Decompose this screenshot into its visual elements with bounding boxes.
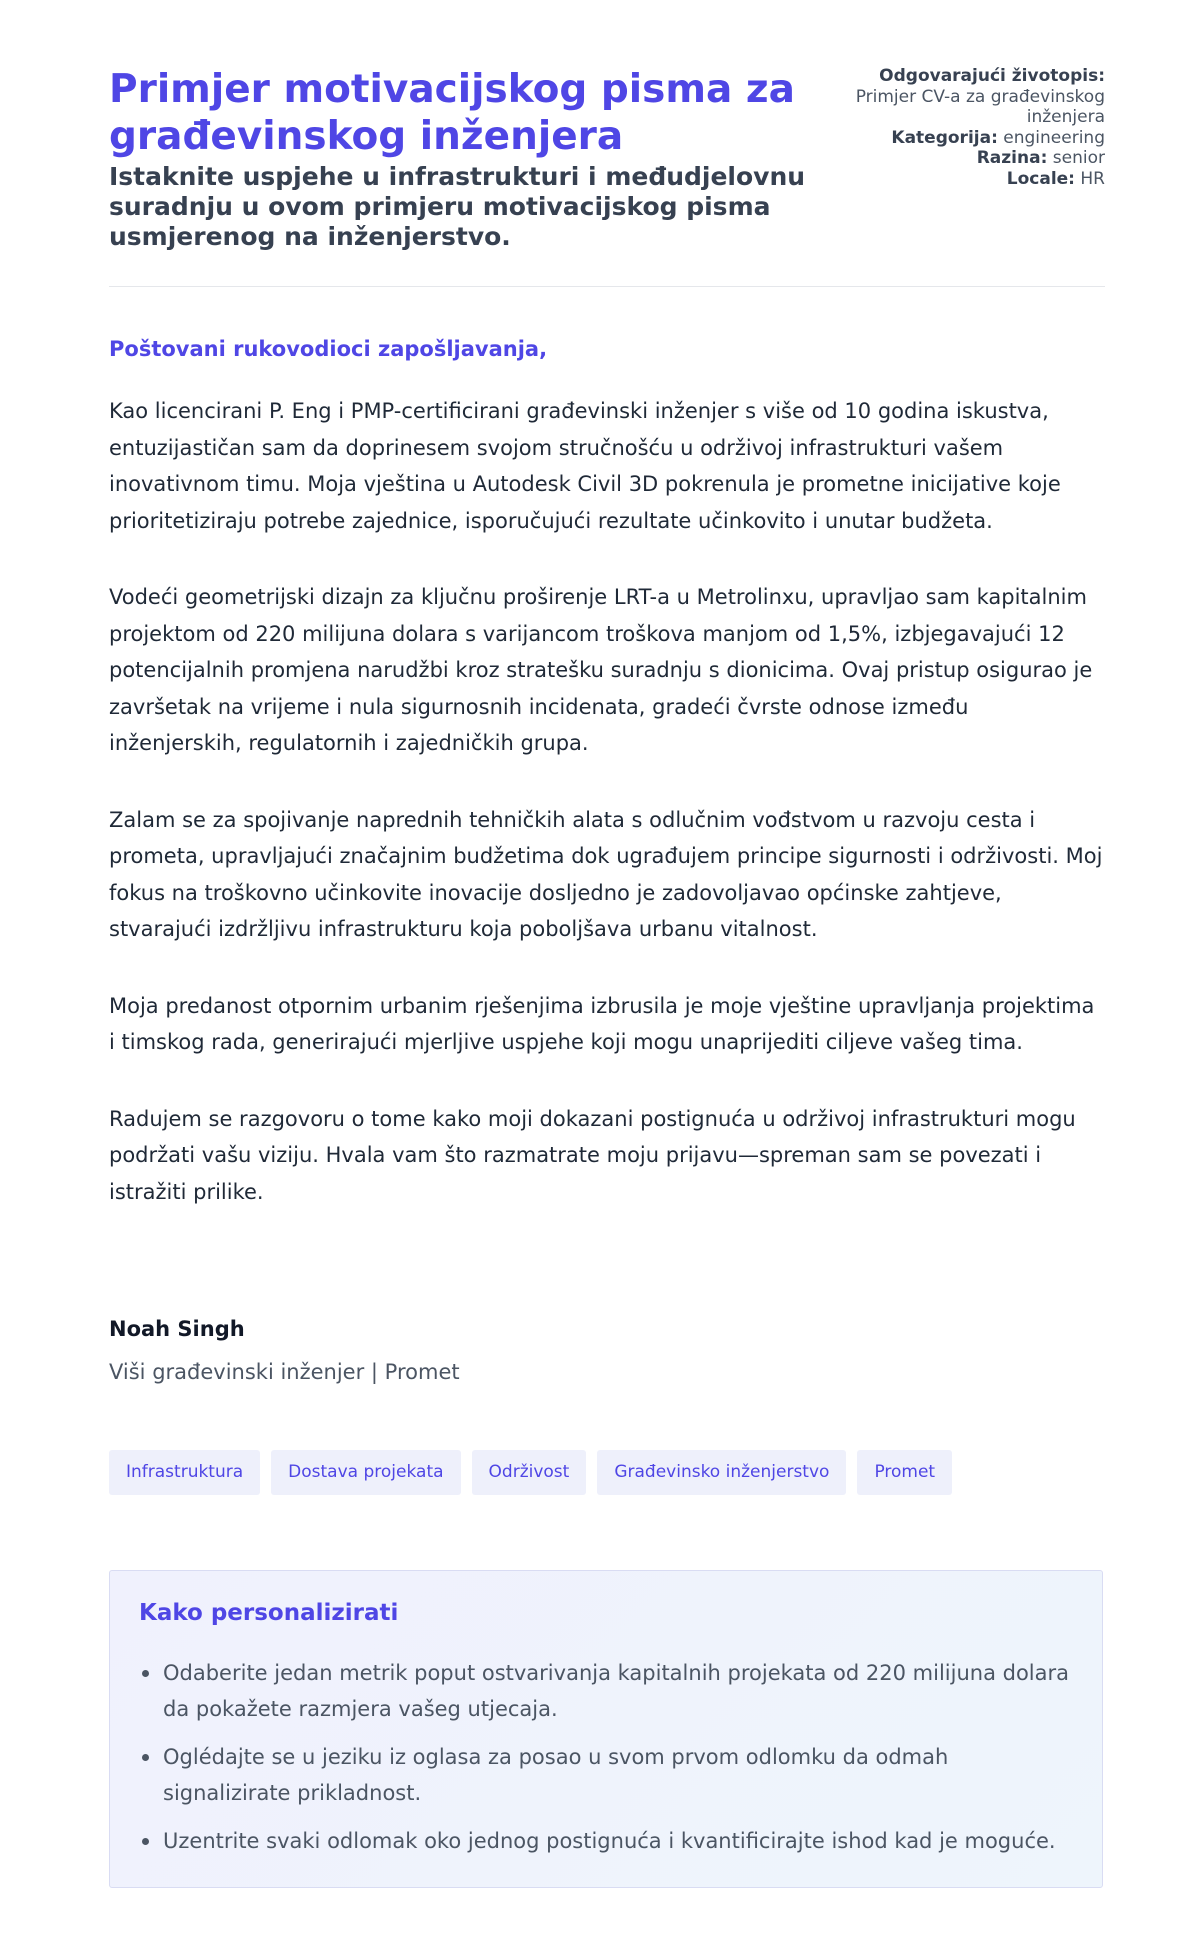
letter-paragraph: Zalam se za spojivanje naprednih tehničkih alata s odlučnim vođstvom u razvoju cesta i prometa, upravljajući značajnim budžetima dok ugrađujem principe sigurnosti i održivosti. Moj fokus na troškovno učinkovite inovacije dosljedno je zadovoljavao općinske zahtjeve, stvarajući izdržljivu infrastrukturu koja poboljšava urbanu vitalnost. (109, 807, 1103, 941)
meta-level (845, 148, 1105, 169)
tag-odrzivost[interactable]: Održivost (472, 1450, 587, 1495)
meta-category-value: engineering (1003, 127, 1105, 148)
meta-level-label: Razina: (976, 148, 1048, 168)
personalization-tips-box (109, 1570, 1103, 1888)
bullet-icon (142, 1754, 149, 1761)
meta-panel (845, 66, 1105, 189)
page-title: Primjer motivacijskog pisma za građevinskog inženjera (109, 67, 795, 159)
meta-category (845, 128, 1105, 149)
tips-list (139, 1655, 1079, 1871)
tip-text: Oglédajte se u jeziku iz oglasa za posao u svom prvom odlomku da odmah signalizirate prikladnost. (163, 1745, 949, 1805)
letter-paragraph: Kao licencirani P. Eng i PMP-certificirani građevinski inženjer s više od 10 godina iskustva, entuzijastičan sam da doprinesem svojom stručnošću u održivoj infrastrukturi vašem inovativnom timu. Moja vještina u Autodesk Civil 3D pokrenula je prometne inicijative koje prioritetiziraju potrebe zajednice, isporučujući rezultate učinkovito i unutar budžeta. (109, 399, 1061, 533)
bullet-icon (142, 1670, 149, 1677)
header-divider (109, 286, 1105, 287)
letter-paragraph: Vodeći geometrijski dizajn za ključnu proširenje LRT-a u Metrolinxu, upravljao sam kapitalnim projektom od 220 milijuna dolara s varijancom troškova manjom od 1,5%, izbjegavajući 12 potencijalnih promjena narudžbi kroz stratešku suradnju s dionicima. Ovaj pristup osigurao je završetak na vrijeme i nula sigurnosnih incidenata, gradeći čvrste odnose između inženjerskih, regulatornih i zajedničkih grupa. (109, 585, 1093, 755)
tag-infrastruktura[interactable]: Infrastruktura (109, 1450, 260, 1495)
meta-locale-label: Locale: (1006, 168, 1075, 189)
bullet-icon (142, 1838, 149, 1845)
tag-promet[interactable]: Promet (857, 1450, 952, 1495)
tag-dostava-projekata[interactable]: Dostava projekata (271, 1450, 460, 1495)
tag-gradevinsko-inzenjerstvo[interactable]: Građevinsko inženjerstvo (597, 1450, 846, 1495)
letter-body (109, 393, 1105, 1250)
meta-resume (845, 66, 1105, 128)
meta-level-value: senior (1052, 148, 1105, 168)
tip-text: Odaberite jedan metrik poput ostvarivanja kapitalnih projekata od 220 milijuna dolara da pokažete razmjera vašeg utjecaja. (163, 1661, 1070, 1721)
tip-item (139, 1823, 1079, 1859)
tip-item (139, 1655, 1079, 1727)
letter-paragraph: Radujem se razgovoru o tome kako moji dokazani postignuća u održivoj infrastrukturi mogu podržati vašu viziju. Hvala vam što razmatrate moju prijavu—spreman sam se povezati i istražiti prilike. (109, 1106, 1076, 1204)
meta-category-label: Kategorija: (891, 127, 998, 148)
tag-list (109, 1450, 952, 1495)
meta-locale (845, 169, 1105, 190)
tips-title: Kako personalizirati (139, 1600, 399, 1626)
letter-paragraph: Moja predanost otpornim urbanim rješenjima izbrusila je moje vještine upravljanja projektima i timskog rada, generirajući mjerljive uspjehe koji mogu unaprijediti ciljeve vašeg tima. (109, 993, 1095, 1054)
signature-role: Viši građevinski inženjer | Promet (109, 1360, 460, 1384)
meta-resume-label: Odgovarajući životopis: (879, 66, 1105, 86)
letter-greeting: Poštovani rukovodioci zapošljavanja, (109, 337, 548, 361)
meta-locale-value: HR (1080, 168, 1105, 189)
tip-item (139, 1739, 1079, 1811)
page-subtitle: Istaknite uspjehe u infrastrukturi i međudjelovnu suradnju u ovom primjeru motivacijskog pisma usmjerenog na inženjerstvo. (109, 162, 806, 251)
tip-text: Uzentrite svaki odlomak oko jednog postignuća i kvantificirajte ishod kad je moguće. (163, 1829, 1056, 1853)
signature-name: Noah Singh (109, 1317, 245, 1341)
meta-resume-link[interactable]: Primjer CV-a za građevinskog inženjera (855, 86, 1105, 127)
